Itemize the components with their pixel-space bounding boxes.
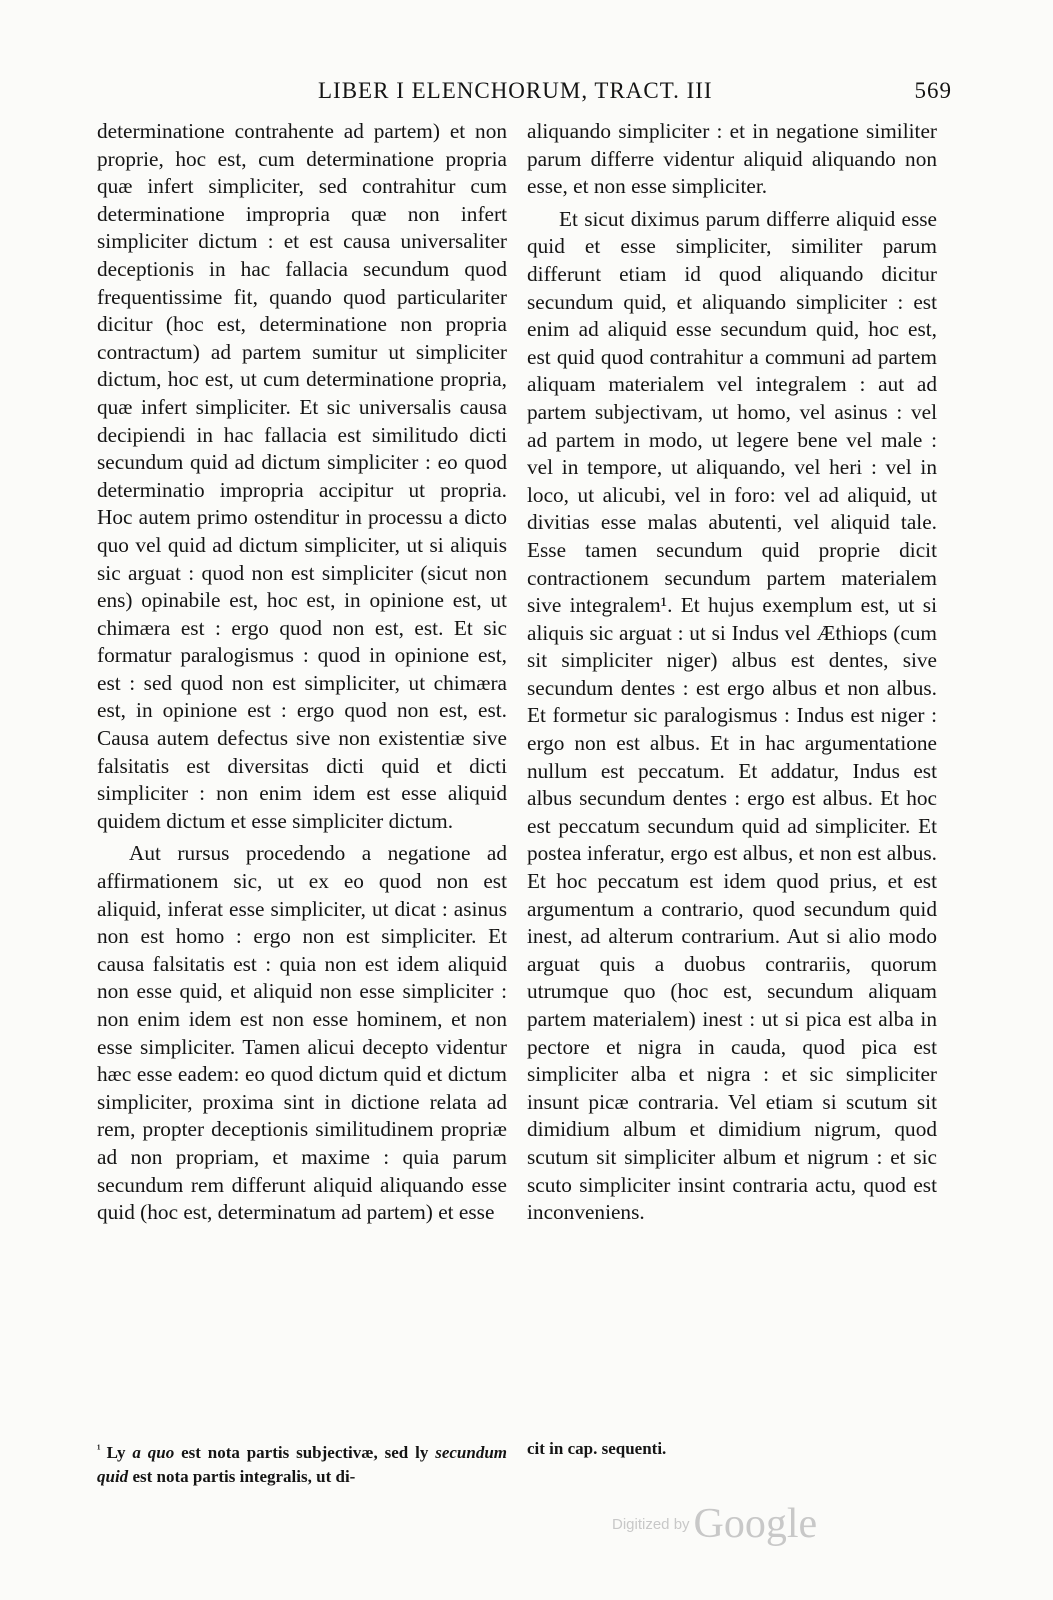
right-paragraph-2: Et sicut diximus parum differre aliquid esse quid et esse simpliciter, similiter parum differunt etiam id quod aliquando dicitur secundum quid, et aliquando simpliciter : est enim ad aliquid esse secundum quid, hoc est, est quid quod contrahitur a communi ad partem aliquam materialem vel integralem : aut ad partem subjectivam, ut homo, vel asinus : vel ad partem in modo, ut legere bene vel male : vel in tempore, ut aliquando, vel heri : vel in loco, ut alicubi, vel in foro: vel ad aliquid, ut divitias esse malas abutenti, vel aliquid tale. Esse tamen secundum quid proprie dicit contractionem secundum partem materialem sive integralem¹. Et hujus exemplum est, ut si aliquis sic arguat : ut si Indus vel Æthiops (cum sit simpliciter niger) albus est dentes, sive secundum dentes : est ergo albus et non albus. Et formetur sic paralogismus : Indus est niger : ergo non est albus. Et in hac argumentatione nullum est peccatum. Et addatur, Indus est albus secundum dentes : ergo est albus. Et hoc est peccatum secundum quid ad simpliciter. Et postea inferatur, ergo est albus, et non est albus. Et hoc peccatum est idem quod prius, et est argumentum a contrario, quod secundum quid inest, ad alterum contrarium. Aut si alio modo arguat quis a duobus contrariis, quorum utrumque quo (hoc est, secundum aliquam partem materialem) inest : ut si pica est alba in pectore et nigra in cauda, quod pica est simpliciter alba et nigra : et sic simpliciter insunt picæ contraria. Vel etiam si scutum sit dimidium album et dimidium nigrum, quod scutum sit simpliciter album et nigrum : et sic scuto simpliciter insint contraria actu, quod est inconveniens.	[527, 206, 937, 1225]
right-paragraph-1: aliquando simpliciter : et in negatione similiter parum differre videntur aliquid aliquando non esse, et non esse simpliciter.	[527, 119, 937, 199]
footnote-text-3: est nota partis integralis, ut di-	[128, 1467, 356, 1486]
footnote-marker: ¹	[97, 1442, 101, 1456]
footnote	[97, 1437, 507, 1489]
digitized-watermark	[612, 1500, 817, 1546]
running-title: LIBER I ELENCHORUM, TRACT. III	[318, 78, 713, 103]
left-paragraph-2: Aut rursus procedendo a negatione ad affirmationem sic, ut ex eo quod non est aliquid, inferat esse simpliciter, ut dicat : asinus non est homo : ergo non est simpliciter. Et causa falsitatis est : quia non est idem aliquid non esse quid, et aliquid non esse simpliciter : non enim idem est non esse hominem, et non esse simpliciter. Tamen alicui decepto videntur hæc esse eadem: eo quod dictum quid et dictum simpliciter, proxima sint in dictione relata ad rem, propter deceptionis similitudinem propriæ ad non propriam, et maxime : quia parum secundum rem differunt aliquid aliquando esse quid (hoc est, determinatum ad partem) et esse	[97, 841, 507, 1225]
left-paragraph-1: determinatione contrahente ad partem) et non proprie, hoc est, cum determinatione propria quæ infert simpliciter, sed contrahitur cum determinatione impropria quæ non infert simpliciter dictum : et est causa universaliter deceptionis in hac fallacia secundum quod frequentissime fit, quando quod particulariter dicitur (hoc est, determinatione non propria contractum) ad partem sumitur ut simpliciter dictum, hoc est, ut cum determinatione propria, quæ infert simpliciter. Et sic universalis causa decipiendi in hac fallacia est similitudo dicti secundum quid ad dictum simpliciter : eo quod determinatio impropria accipitur ut propria. Hoc autem primo ostenditur in processu a dicto quo vel quid ad dictum simpliciter, ut si aliquis sic arguat : quod non est simpliciter (sicut non ens) opinabile est, hoc est, in opinione est, ut chimæra est : ergo quod non est, est. Et sic formatur paralogismus : quod in opinione est, est : sed quod non est simpliciter, ut chimæra est, in opinione est : ergo quod non est, est. Causa autem defectus sive non existentiæ sive falsitatis est diversitas dicti quid et dicti simpliciter : non enim idem est esse aliquid quidem dictum et esse simpliciter dictum.	[97, 119, 507, 833]
page-header	[90, 78, 958, 110]
google-logo: Google	[693, 1501, 818, 1547]
footnote-term-a-quo: a quo	[132, 1443, 175, 1462]
footnote-text-2: est nota partis subjectivæ, sed ly	[174, 1443, 436, 1462]
left-column	[97, 118, 507, 1227]
page-number: 569	[914, 78, 952, 103]
watermark-prefix: Digitized by	[612, 1516, 690, 1533]
footnote-continuation: cit in cap. sequenti.	[527, 1439, 667, 1458]
footnote-term-secundum-quid: secundum quid	[97, 1443, 507, 1486]
footnote-text-1: Ly	[106, 1443, 133, 1462]
right-column	[527, 118, 937, 1227]
